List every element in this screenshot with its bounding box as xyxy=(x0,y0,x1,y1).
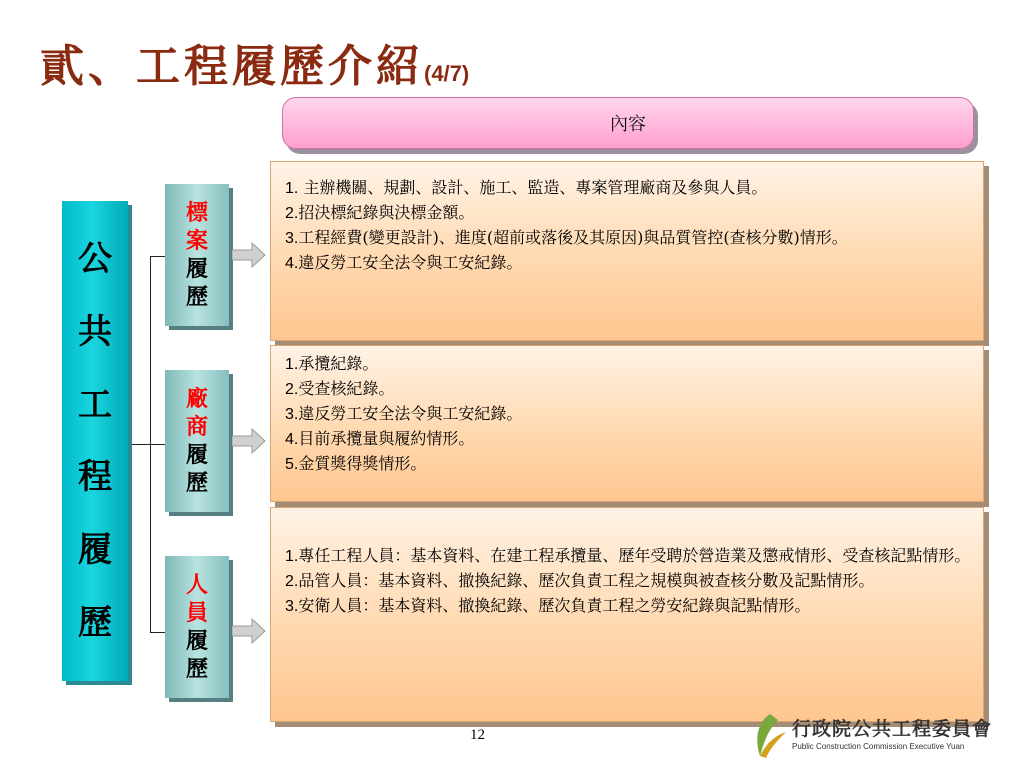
panel-list-item: 1. 主辦機關、規劃、設計、施工、監造、專案管理廠商及參與人員。 xyxy=(285,178,768,197)
panel-list-item: 4.違反勞工安全法令與工安紀錄。 xyxy=(285,253,523,272)
panel-list-item: 3.違反勞工安全法令與工安紀錄。 xyxy=(285,404,523,423)
panel-list-item: 1.承攬紀錄。 xyxy=(285,354,379,373)
category-char: 履 xyxy=(185,256,208,282)
content-panel-tender xyxy=(270,161,984,341)
category-char: 標 xyxy=(185,200,208,226)
arrow-right-icon xyxy=(232,618,266,644)
category-char: 履 xyxy=(185,442,208,468)
pcc-leaf-logo-icon xyxy=(748,712,788,758)
category-char: 案 xyxy=(185,228,208,254)
panel-list-item: 3.安衛人員：基本資料、撤換紀錄、歷次負責工程之勞安紀錄與記點情形。 xyxy=(285,596,811,615)
main-label-char: 工 xyxy=(78,384,112,425)
category-char: 歷 xyxy=(185,284,208,310)
main-label-char: 履 xyxy=(78,529,112,570)
main-label-char: 歷 xyxy=(78,602,112,643)
category-tender-record xyxy=(165,184,229,326)
slide-title-sub: (4/7) xyxy=(424,61,470,86)
main-label-char: 公 xyxy=(78,239,112,280)
slide-title-text: 貳、工程履歷介紹 xyxy=(40,41,424,92)
category-char: 歷 xyxy=(185,656,208,682)
category-char: 履 xyxy=(185,628,208,654)
connector-branch-3 xyxy=(150,632,165,633)
content-header-text: 內容 xyxy=(610,114,646,135)
category-char: 商 xyxy=(185,414,208,440)
panel-list-item: 2.招決標紀錄與決標金額。 xyxy=(285,203,475,222)
connector-branch-1 xyxy=(150,256,165,257)
main-label-char: 程 xyxy=(78,457,112,498)
category-char: 人 xyxy=(185,572,208,598)
main-label-char: 共 xyxy=(78,311,112,352)
connector-branch-2 xyxy=(150,444,165,445)
connector-stem xyxy=(132,444,151,445)
logo-subtitle: Public Construction Commission Executive Yuan xyxy=(792,742,965,751)
page-number: 12 xyxy=(470,727,485,743)
category-char: 員 xyxy=(185,600,208,626)
category-char: 歷 xyxy=(185,470,208,496)
arrow-right-icon xyxy=(232,428,266,454)
content-panel-contractor xyxy=(270,345,984,502)
panel-list-item: 4.目前承攬量與履約情形。 xyxy=(285,429,475,448)
panel-list-item: 1.專任工程人員：基本資料、在建工程承攬量、歷年受聘於營造業及懲戒情形、受查核記點情形。 xyxy=(285,546,971,565)
category-personnel-record xyxy=(165,556,229,698)
category-contractor-record xyxy=(165,370,229,512)
slide-title xyxy=(40,30,469,94)
content-panel-personnel xyxy=(270,507,984,722)
panel-list-item: 5.金質獎得獎情形。 xyxy=(285,454,427,473)
panel-list-item: 3.工程經費(變更設計)、進度(超前或落後及其原因)與品質管控(查核分數)情形。 xyxy=(285,228,848,247)
panel-list-item: 2.受查核紀錄。 xyxy=(285,379,395,398)
category-char: 廠 xyxy=(185,386,208,412)
logo-name: 行政院公共工程委員會 xyxy=(792,718,993,740)
main-label-box xyxy=(62,201,128,681)
footer-logo xyxy=(748,712,1016,762)
content-header xyxy=(282,97,974,149)
arrow-right-icon xyxy=(232,242,266,268)
panel-list-item: 2.品管人員：基本資料、撤換紀錄、歷次負責工程之規模與被查核分數及記點情形。 xyxy=(285,571,875,590)
